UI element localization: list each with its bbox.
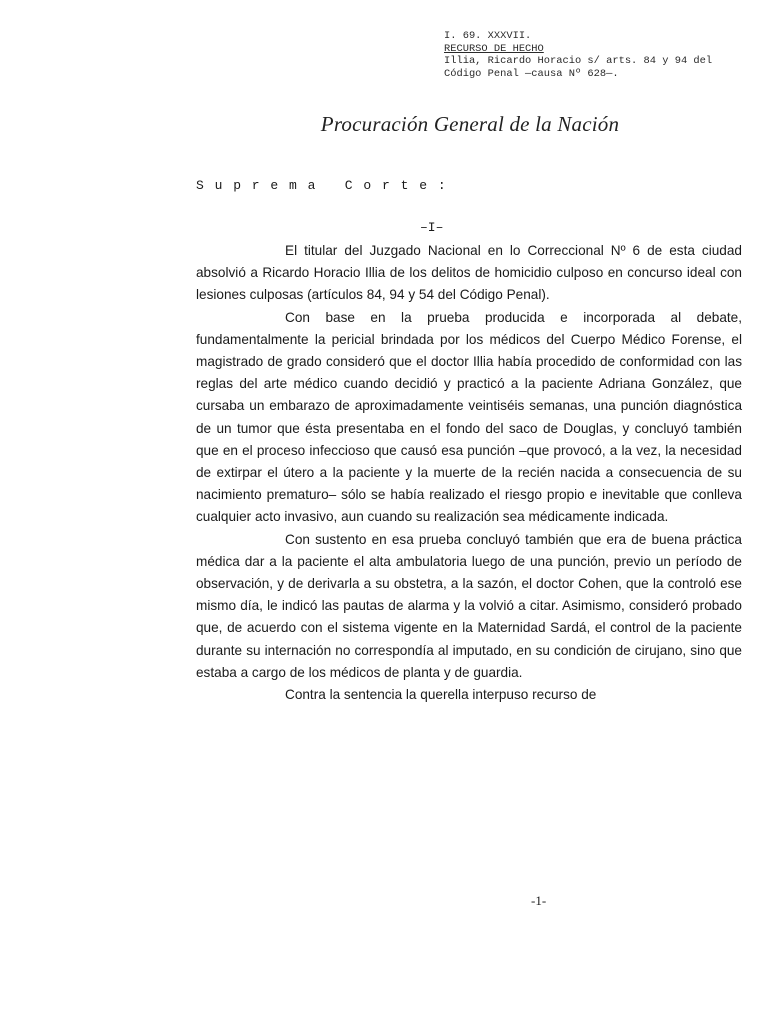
- paragraph-4: Contra la sentencia la querella interpuso recurso de: [285, 687, 597, 703]
- paragraph-1: El titular del Juzgado Nacional en lo Correccional Nº 6 de esta ciudad absolvió a Ricardo Horacio Illia de los delitos de homicidio culposo en concurso ideal con lesiones culposas (artículos 84, 94 y 54 del Código Penal).: [196, 243, 742, 303]
- section-heading: –I–: [420, 220, 444, 235]
- letterhead: Procuración General de la Nación: [320, 112, 620, 136]
- page-number: -1-: [531, 893, 547, 908]
- case-header: [444, 30, 754, 80]
- case-caption-line-1: Illia, Ricardo Horacio s/ arts. 84 y 94 del: [444, 55, 713, 68]
- case-caption-line-2: Código Penal —causa Nº 628—.: [444, 67, 619, 80]
- document-body: [196, 240, 742, 706]
- paragraph-2: Con base en la prueba producida e incorporada al debate, fundamentalmente la pericial brindada por los médicos del Cuerpo Médico Forense, el magistrado de grado consideró que el doctor Illia había procedido de conformidad con las reglas del arte médico cuando decidió y practicó a la paciente Adriana González, que cursaba un embarazo de aproximadamente veintiséis semanas, una punción diagnóstica de un tumor que ésta presentaba en el fondo del saco de Douglas, y concluyó también que en el proceso infeccioso que causó esa punción –que provocó, a la vez, la necesidad de extirpar el útero a la paciente y la muerte de la recién nacida a consecuencia de su nacimiento prematuro– sólo se había realizado el riesgo propio e inevitable que conlleva cualquier acto invasivo, aun cuando su realización sea médicamente indicada.: [196, 309, 742, 525]
- case-number: I. 69. XXXVII.: [444, 30, 532, 42]
- salutation: Suprema Corte:: [196, 178, 457, 193]
- paragraph-3: Con sustento en esa prueba concluyó también que era de buena práctica médica dar a la paciente el alta ambulatoria luego de una punción, previo un período de observación, y de derivarla a su obstetra, a la sazón, el doctor Cohen, que la controló ese mismo día, le indicó las pautas de alarma y la volvió a citar. Asimismo, consideró probado que, de acuerdo con el sistema vigente en la Maternidad Sardá, el control de la paciente durante su internación no correspondía al imputado, en su condición de cirujano, sino que estaba a cargo de los médicos de planta y de guardia.: [196, 531, 742, 680]
- case-type: RECURSO DE HECHO: [444, 42, 544, 55]
